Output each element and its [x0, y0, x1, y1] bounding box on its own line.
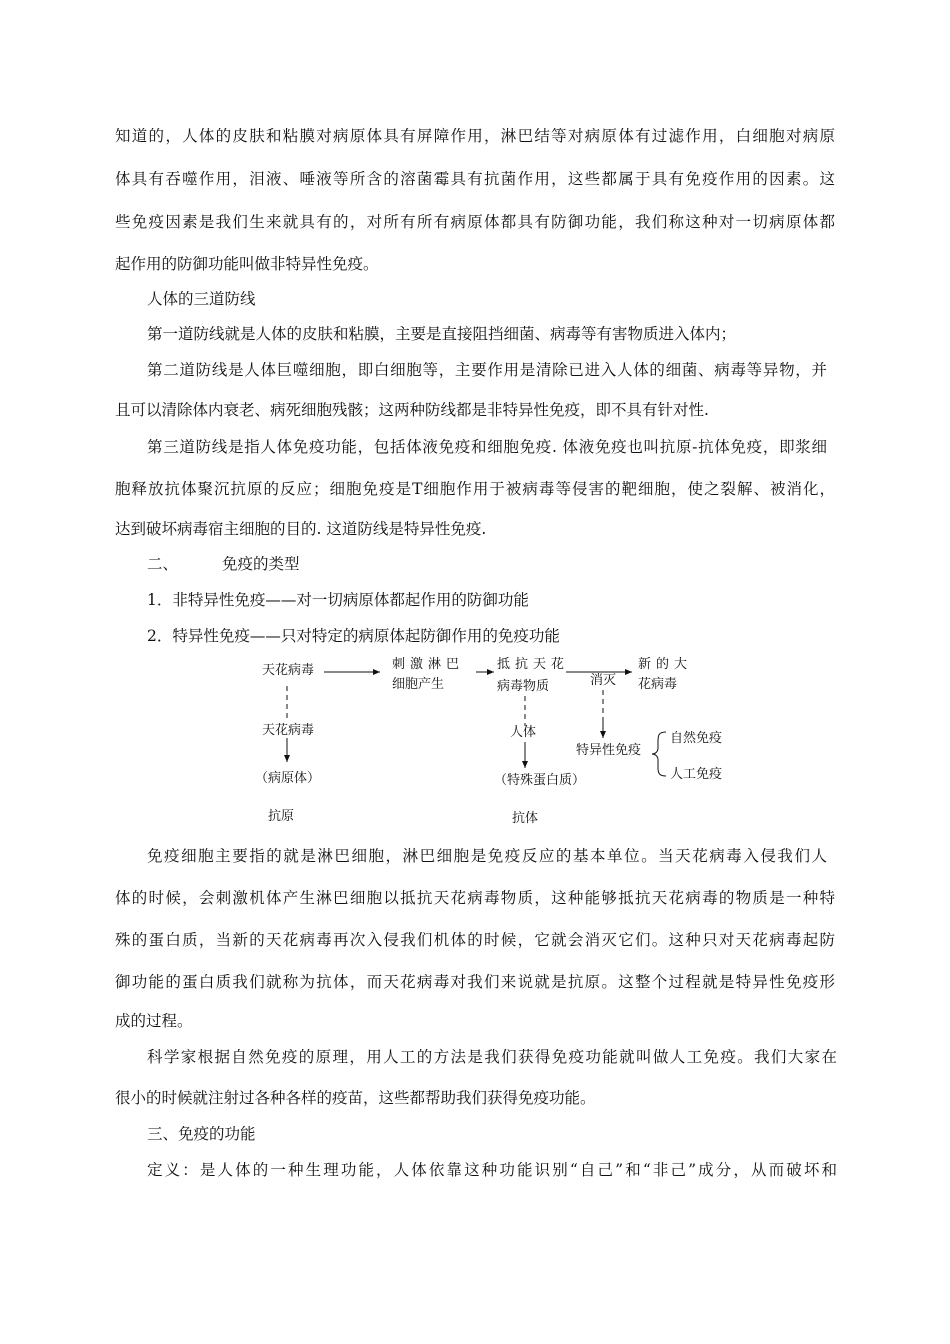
diagram-label: 消灭 [590, 673, 617, 688]
diagram-label: 抗体 [512, 811, 539, 826]
list-item: 2．特异性免疫——只对特定的病原体起防御作用的免疫功能 [147, 627, 560, 645]
paragraph-line: 免疫细胞主要指的就是淋巴细胞，淋巴细胞是免疫反应的基本单位。当天花病毒入侵我们人 [147, 847, 827, 865]
paragraph-line: 胞释放抗体聚沉抗原的反应；细胞免疫是T细胞作用于被病毒等侵害的靶细胞，使之裂解、被消化， [115, 480, 835, 498]
diagram-label: 花病毒 [638, 677, 678, 692]
immunity-diagram [0, 650, 950, 840]
diagram-label: 细胞产生 [392, 677, 445, 692]
paragraph-line: 定义：是人体的一种生理功能，人体依靠这种功能识别“自己”和“非己”成分，从而破坏和 [147, 1161, 837, 1179]
list-item: 1．非特异性免疫——对一切病原体都起作用的防御功能 [147, 591, 529, 609]
paragraph-line: 体具有吞噬作用，泪液、唾液等所含的溶菌霉具有抗菌作用，这些都属于具有免疫作用的因素。这 [115, 170, 835, 188]
diagram-label: 天花病毒 [262, 723, 315, 738]
diagram-label: 天花病毒 [262, 663, 315, 678]
diagram-label: （病原体） [255, 771, 321, 786]
section-title: 免疫的类型 [222, 555, 300, 573]
diagram-label: 病毒物质 [497, 679, 550, 694]
diagram-label: 人体 [510, 725, 537, 740]
paragraph-line: 第二道防线是人体巨噬细胞，即白细胞等，主要作用是清除已进入人体的细菌、病毒等异物，并 [147, 361, 827, 379]
paragraph-line: 第一道防线就是人体的皮肤和粘膜，主要是直接阻挡细菌、病毒等有害物质进入体内； [147, 325, 737, 343]
paragraph-line: 体的时候，会刺激机体产生淋巴细胞以抵抗天花病毒物质，这种能够抵抗天花病毒的物质是一种特 [115, 889, 835, 907]
diagram-label: （特殊蛋白质） [494, 773, 586, 788]
paragraph-line: 第三道防线是指人体免疫功能，包括体液免疫和细胞免疫. 体液免疫也叫抗原-抗体免疫，即浆细 [147, 438, 827, 456]
paragraph-line: 科学家根据自然免疫的原理，用人工的方法是我们获得免疫功能就叫做人工免疫。我们大家在 [147, 1048, 837, 1066]
paragraph-line: 成的过程。 [115, 1012, 193, 1030]
diagram-label: 刺激淋巴 [392, 657, 465, 672]
paragraph-line: 些免疫因素是我们生来就具有的，对所有所有病原体都具有防御功能，我们称这种对一切病原体都 [115, 213, 835, 231]
paragraph-line: 达到破坏病毒宿主细胞的目的. 这道防线是特异性免疫. [115, 520, 487, 538]
section-heading [147, 554, 837, 574]
paragraph-line: 殊的蛋白质，当新的天花病毒再次入侵我们机体的时候，它就会消灭它们。这种只对天花病毒起防 [115, 931, 835, 949]
paragraph-line: 知道的，人体的皮肤和粘膜对病原体具有屏障作用，淋巴结等对病原体有过滤作用，白细胞对病原 [115, 127, 835, 145]
diagram-label: 特异性免疫 [576, 743, 642, 758]
section-subtitle: 人体的三道防线 [147, 290, 256, 308]
section-number: 二、 [147, 555, 179, 573]
brace [652, 732, 666, 776]
diagram-label: 自然免疫 [670, 731, 723, 746]
diagram-label: 新的大 [638, 657, 693, 672]
paragraph-line: 很小的时候就注射过各种各样的疫苗，这些都帮助我们获得免疫功能。 [115, 1089, 596, 1107]
section-heading: 三、免疫的功能 [147, 1125, 256, 1143]
paragraph-line: 御功能的蛋白质我们就称为抗体，而天花病毒对我们来说就是抗原。这整个过程就是特异性免疫形 [115, 973, 835, 991]
diagram-label: 人工免疫 [670, 767, 723, 782]
paragraph-line: 起作用的防御功能叫做非特异性免疫。 [115, 255, 379, 273]
diagram-label: 抗原 [268, 809, 295, 824]
diagram-label: 抵抗天花 [497, 657, 570, 672]
diagram-lines [0, 650, 950, 840]
paragraph-line: 且可以清除体内衰老、病死细胞残骸；这两种防线都是非特异性免疫，即不具有针对性. [115, 401, 709, 419]
